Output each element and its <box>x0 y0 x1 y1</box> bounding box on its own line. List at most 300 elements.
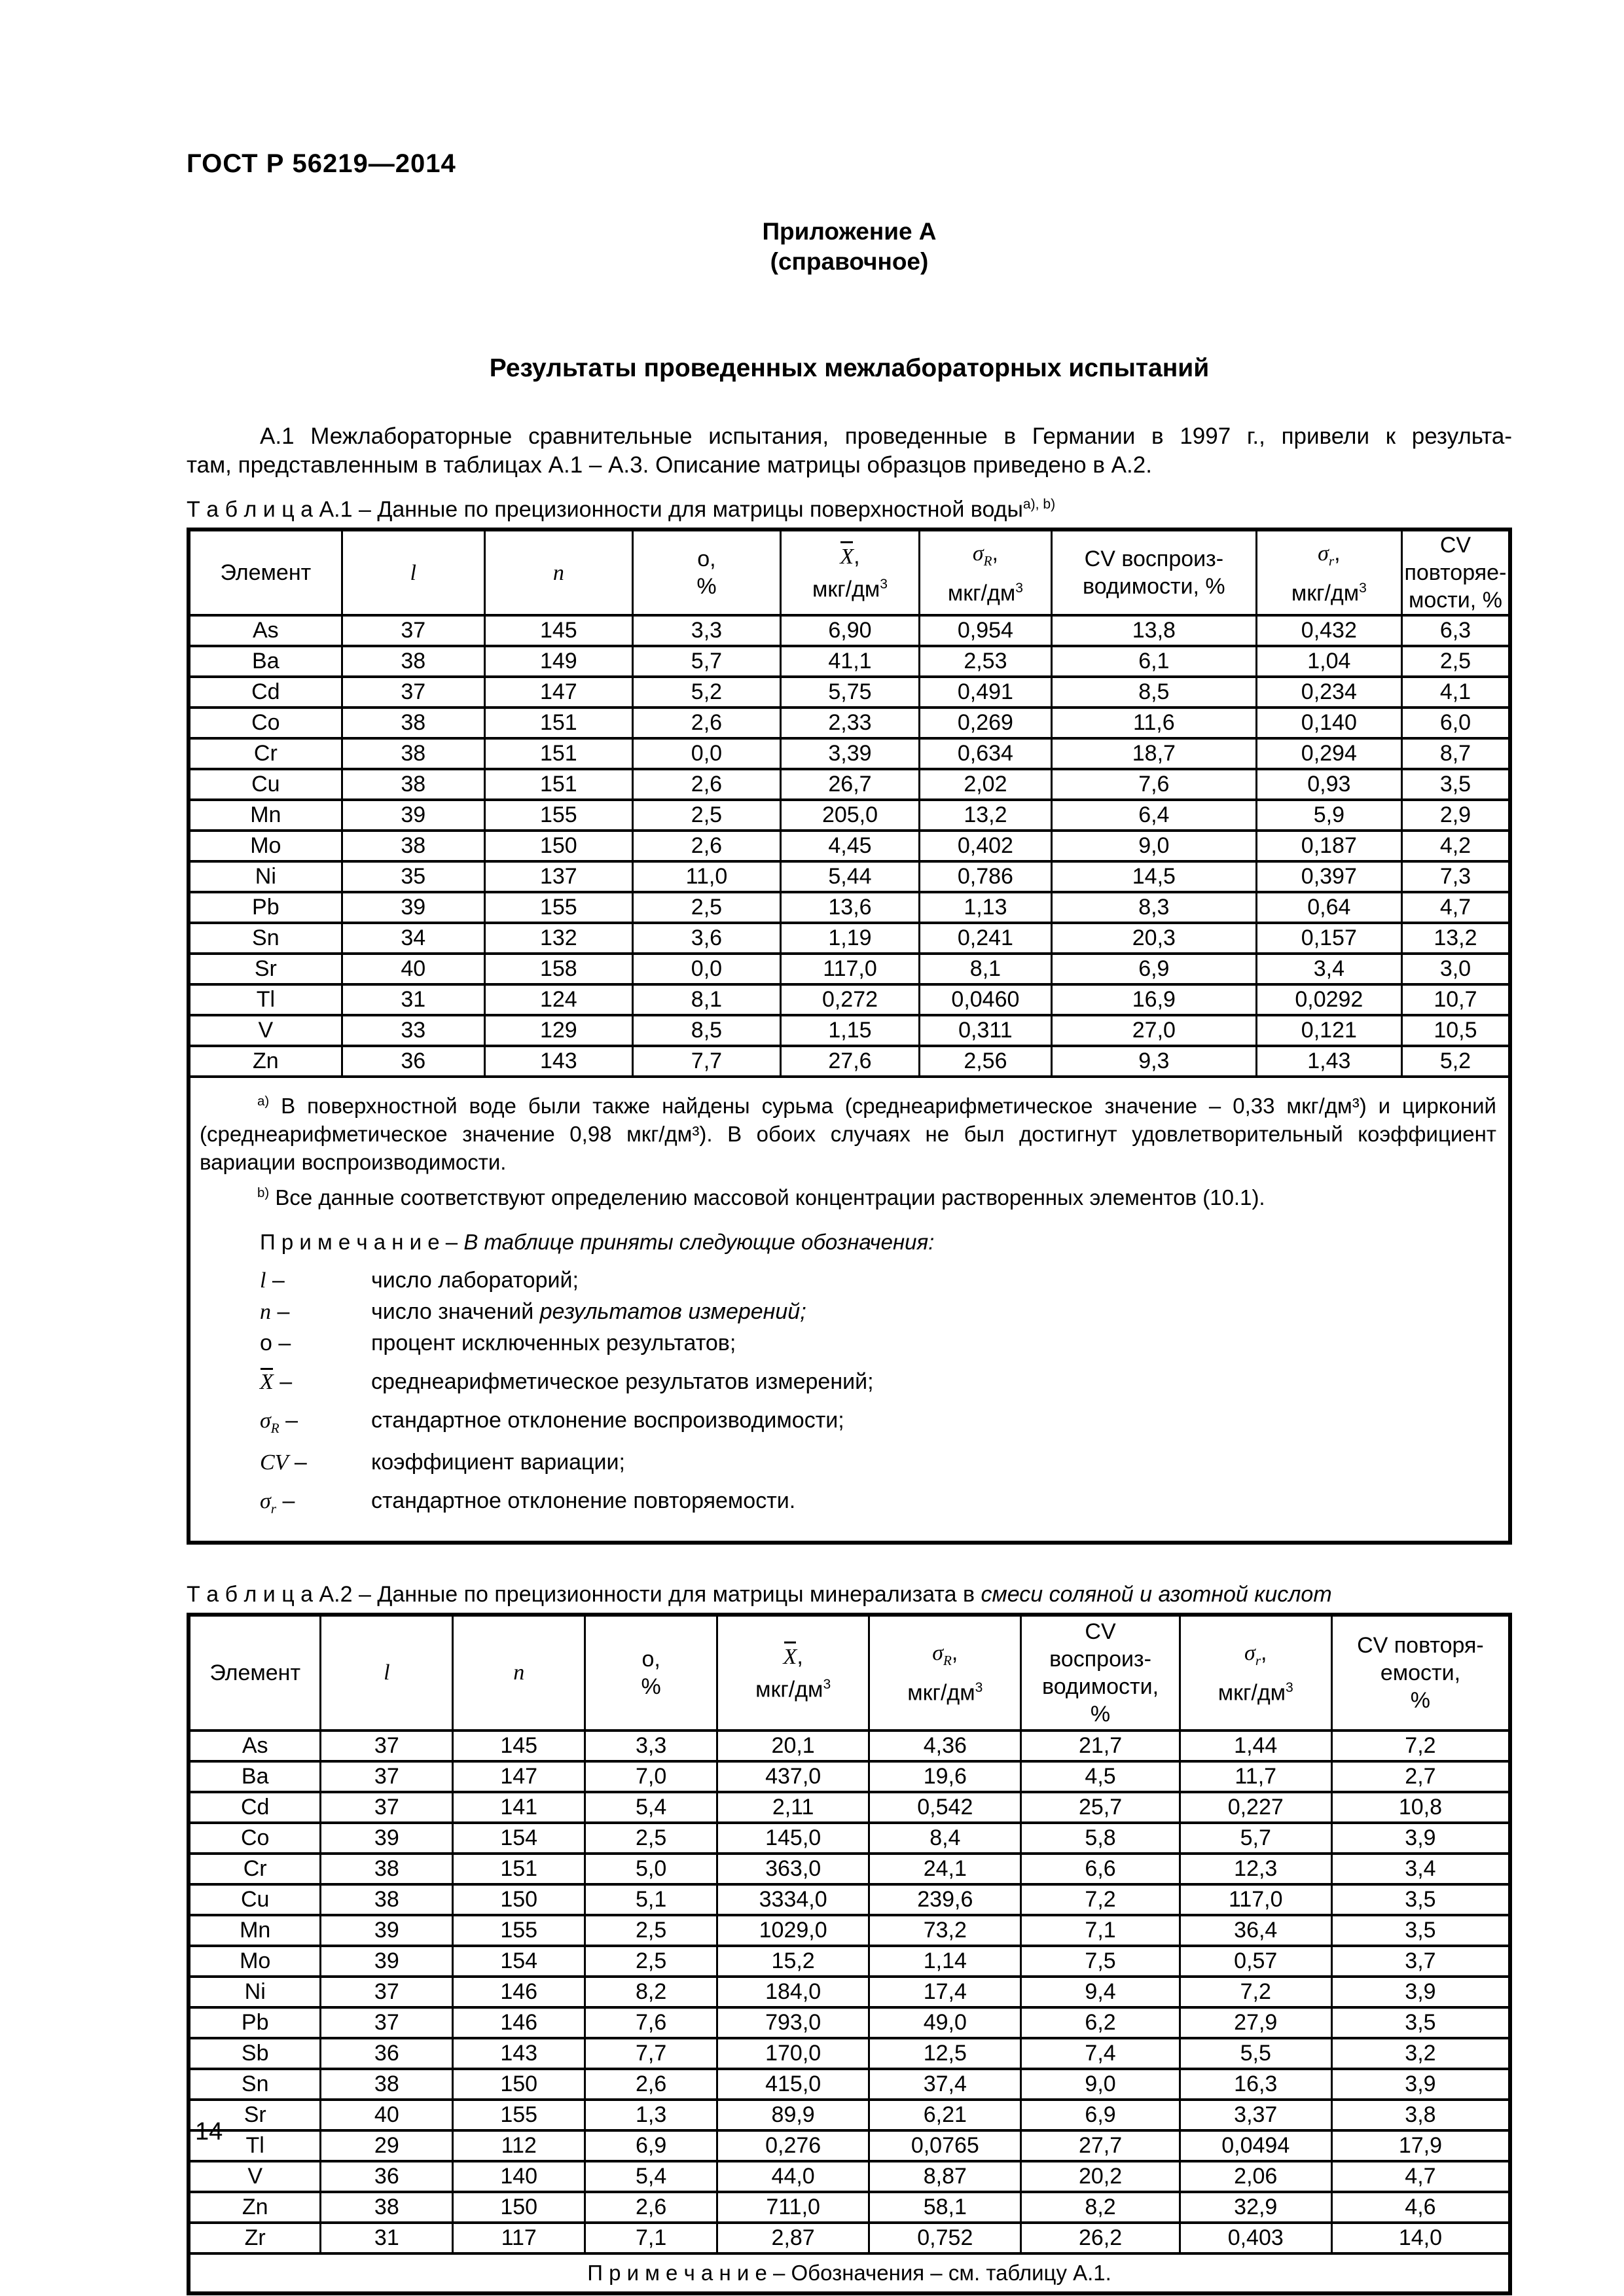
table-cell: 5,5 <box>1180 2038 1331 2069</box>
table-cell: 154 <box>453 1946 585 1977</box>
table-cell: 5,2 <box>632 677 780 708</box>
table-cell: 3,4 <box>1256 954 1401 984</box>
table-cell: 27,7 <box>1021 2130 1180 2161</box>
table-cell: 0,227 <box>1180 1792 1331 1823</box>
table-cell: 3,39 <box>781 738 920 769</box>
legend-symbol-sigma-R: $\sigma_R$ – <box>260 1408 298 1437</box>
table-cell: 3,7 <box>1331 1946 1510 1977</box>
table-cell: 20,3 <box>1051 923 1256 954</box>
table-cell: 6,1 <box>1051 646 1256 677</box>
table-cell: 8,3 <box>1051 892 1256 923</box>
table-cell: 3,5 <box>1401 769 1510 800</box>
table-cell: 21,7 <box>1021 1731 1180 1761</box>
table-cell: 2,5 <box>585 1915 717 1946</box>
table-cell: 129 <box>484 1015 632 1046</box>
table-cell: 140 <box>453 2161 585 2192</box>
doc-code: ГОСТ Р 56219—2014 <box>187 149 456 178</box>
table-cell: 14,0 <box>1331 2223 1510 2253</box>
table-cell: 33 <box>342 1015 484 1046</box>
intro-line-1: А.1 Межлабораторные сравнительные испытания, проведенные в Германии в 1997 г., привели к результа- <box>260 423 1512 449</box>
table-cell: 3,5 <box>1331 1915 1510 1946</box>
table-cell: 38 <box>321 1854 453 1884</box>
table-cell: 0,276 <box>717 2130 869 2161</box>
table-cell: 124 <box>484 984 632 1015</box>
table-cell: 8,7 <box>1401 738 1510 769</box>
table-cell: 3,5 <box>1331 1884 1510 1915</box>
table-cell: 3,9 <box>1331 1977 1510 2007</box>
col-header-element: Элемент <box>189 529 342 615</box>
col-header-cv-repeatability: CV повторя- емости, % <box>1331 1615 1510 1731</box>
table-cell: 147 <box>453 1761 585 1792</box>
table-cell: 0,57 <box>1180 1946 1331 1977</box>
table-cell: 37 <box>321 1731 453 1761</box>
table-cell: 40 <box>342 954 484 984</box>
table-cell: 5,4 <box>585 2161 717 2192</box>
table-cell: 6,9 <box>1021 2100 1180 2130</box>
table-cell: 12,3 <box>1180 1854 1331 1884</box>
table-a1-body <box>189 615 1510 1077</box>
table-cell: 2,6 <box>585 2069 717 2100</box>
table-cell: 151 <box>484 708 632 738</box>
table-row <box>189 831 1510 861</box>
legend-symbol-n: n – <box>260 1299 290 1325</box>
table-cell: 6,90 <box>781 615 920 646</box>
table-cell: 41,1 <box>781 646 920 677</box>
legend-text-mean: среднеарифметическое результатов измерений; <box>371 1369 874 1395</box>
table-cell: Cr <box>189 738 342 769</box>
table-cell: 7,3 <box>1401 861 1510 892</box>
table-row <box>189 2192 1510 2223</box>
table-cell: 711,0 <box>717 2192 869 2223</box>
table-cell: Sn <box>189 923 342 954</box>
table-cell: 0,402 <box>919 831 1051 861</box>
table-cell: 155 <box>484 800 632 831</box>
col-header-cv-repeatability: CV повторяе- мости, % <box>1401 529 1510 615</box>
table-cell: 39 <box>321 1823 453 1854</box>
section-title: Результаты проведенных межлабораторных испытаний <box>489 354 1210 382</box>
table-cell: 7,6 <box>585 2007 717 2038</box>
table-cell: 2,02 <box>919 769 1051 800</box>
table-cell: 3,3 <box>585 1731 717 1761</box>
legend-item-l <box>260 1268 1496 1293</box>
table-row <box>189 615 1510 646</box>
table-cell: 143 <box>484 1046 632 1077</box>
table-cell: 17,9 <box>1331 2130 1510 2161</box>
table-cell: 2,33 <box>781 708 920 738</box>
table-cell: 29 <box>321 2130 453 2161</box>
table-cell: 13,6 <box>781 892 920 923</box>
table-cell: 38 <box>321 2192 453 2223</box>
table-cell: 19,6 <box>869 1761 1021 1792</box>
table-cell: 3,8 <box>1331 2100 1510 2130</box>
table-row <box>189 1946 1510 1977</box>
table-a1-caption: Т а б л и ц а А.1 – Данные по прецизионности для матрицы поверхностной воды$^{a), b)}$ <box>187 497 1056 522</box>
table-cell: 5,44 <box>781 861 920 892</box>
table-cell: 1029,0 <box>717 1915 869 1946</box>
appendix-title: Приложение А <box>762 218 937 245</box>
table-cell: 40 <box>321 2100 453 2130</box>
table-cell: 10,5 <box>1401 1015 1510 1046</box>
table-cell: 1,19 <box>781 923 920 954</box>
table-cell: 18,7 <box>1051 738 1256 769</box>
col-header-sigma-R: $\sigma_R$, мкг/$дм^3$ <box>919 529 1051 615</box>
table-cell: 39 <box>321 1946 453 1977</box>
table-cell: 8,5 <box>632 1015 780 1046</box>
table-cell: 5,9 <box>1256 800 1401 831</box>
table-cell: 155 <box>453 2100 585 2130</box>
col-header-cv-reproducibility: CV воспроиз- водимости, % <box>1021 1615 1180 1731</box>
table-cell: 73,2 <box>869 1915 1021 1946</box>
table-cell: 151 <box>484 769 632 800</box>
table-cell: 24,1 <box>869 1854 1021 1884</box>
table-cell: 35 <box>342 861 484 892</box>
table-cell: 141 <box>453 1792 585 1823</box>
table-cell: Ba <box>189 646 342 677</box>
table-cell: 37 <box>342 677 484 708</box>
table-cell: 4,5 <box>1021 1761 1180 1792</box>
table-row <box>189 2130 1510 2161</box>
table-cell: Zr <box>189 2223 321 2253</box>
table-cell: 150 <box>484 831 632 861</box>
col-header-excluded-percent: о, % <box>585 1615 717 1731</box>
table-cell: 89,9 <box>717 2100 869 2130</box>
table-cell: Sr <box>189 2100 321 2130</box>
legend-text-sigma-r: стандартное отклонение повторяемости. <box>371 1488 796 1514</box>
table-cell: Ni <box>189 861 342 892</box>
table-cell: 3,5 <box>1331 2007 1510 2038</box>
table-cell: 5,1 <box>585 1884 717 1915</box>
table-cell: 184,0 <box>717 1977 869 2007</box>
table-cell: 39 <box>321 1915 453 1946</box>
table-cell: 38 <box>342 738 484 769</box>
table-cell: 36,4 <box>1180 1915 1331 1946</box>
table-cell: 0,432 <box>1256 615 1401 646</box>
table-cell: 145 <box>453 1731 585 1761</box>
table-row <box>189 2069 1510 2100</box>
table-cell: 7,2 <box>1331 1731 1510 1761</box>
col-header-cv-reproducibility: CV воспроиз- водимости, % <box>1051 529 1256 615</box>
table-cell: 150 <box>453 1884 585 1915</box>
table-cell: 3,2 <box>1331 2038 1510 2069</box>
legend-symbol-l: l – <box>260 1268 285 1293</box>
table-cell: 13,2 <box>919 800 1051 831</box>
legend-item-sigma-R <box>260 1408 1496 1437</box>
table-row <box>189 2007 1510 2038</box>
table-row <box>189 800 1510 831</box>
table-cell: 1,3 <box>585 2100 717 2130</box>
table-cell: 4,45 <box>781 831 920 861</box>
table-cell: 145,0 <box>717 1823 869 1854</box>
table-cell: 7,7 <box>585 2038 717 2069</box>
col-header-mean: X, мкг/$дм^3$ <box>781 529 920 615</box>
table-cell: 5,8 <box>1021 1823 1180 1854</box>
table-cell: 117,0 <box>781 954 920 984</box>
legend-text-l: число лабораторий; <box>371 1268 579 1293</box>
table-row <box>189 2161 1510 2192</box>
table-cell: 9,3 <box>1051 1046 1256 1077</box>
table-cell: 143 <box>453 2038 585 2069</box>
table-cell: Sr <box>189 954 342 984</box>
table-cell: 38 <box>342 708 484 738</box>
table-cell: 7,1 <box>1021 1915 1180 1946</box>
table-cell: Cr <box>189 1854 321 1884</box>
table-cell: 2,7 <box>1331 1761 1510 1792</box>
table-cell: 8,5 <box>1051 677 1256 708</box>
table-cell: 0,157 <box>1256 923 1401 954</box>
table-cell: 7,6 <box>1051 769 1256 800</box>
table-cell: 7,7 <box>632 1046 780 1077</box>
table-cell: 8,2 <box>585 1977 717 2007</box>
table-cell: 170,0 <box>717 2038 869 2069</box>
table-cell: 13,2 <box>1401 923 1510 954</box>
table-row <box>189 1046 1510 1077</box>
table-cell: 4,7 <box>1331 2161 1510 2192</box>
table-a1-footnotes <box>189 1077 1510 1543</box>
table-cell: 7,5 <box>1021 1946 1180 1977</box>
col-header-sigma-R: $\sigma_R$, мкг/$дм^3$ <box>869 1615 1021 1731</box>
table-cell: 0,0292 <box>1256 984 1401 1015</box>
table-cell: 12,5 <box>869 2038 1021 2069</box>
table-cell: 2,9 <box>1401 800 1510 831</box>
table-row <box>189 677 1510 708</box>
table-cell: 0,121 <box>1256 1015 1401 1046</box>
table-cell: 6,21 <box>869 2100 1021 2130</box>
table-row <box>189 1884 1510 1915</box>
table-cell: Co <box>189 708 342 738</box>
table-cell: 4,6 <box>1331 2192 1510 2223</box>
table-cell: 36 <box>321 2161 453 2192</box>
col-header-mean: X, мкг/$дм^3$ <box>717 1615 869 1731</box>
table-cell: 151 <box>484 738 632 769</box>
col-header-sigma-r: $\sigma_r$, мкг/$дм^3$ <box>1180 1615 1331 1731</box>
table-cell: 0,294 <box>1256 738 1401 769</box>
table-cell: Mn <box>189 800 342 831</box>
table-cell: 10,8 <box>1331 1792 1510 1823</box>
table-a1-caption-footnote-marks: a), b) <box>1022 497 1056 512</box>
table-cell: 26,2 <box>1021 2223 1180 2253</box>
table-a2-caption-text-italic: смеси соляной и азотной кислот <box>981 1581 1332 1607</box>
legend-symbol-cv: CV – <box>260 1450 307 1475</box>
table-cell: Cu <box>189 1884 321 1915</box>
table-cell: 8,2 <box>1021 2192 1180 2223</box>
legend-item-cv <box>260 1450 1496 1475</box>
table-cell: 13,8 <box>1051 615 1256 646</box>
table-cell: 363,0 <box>717 1854 869 1884</box>
table-cell: 11,7 <box>1180 1761 1331 1792</box>
table-cell: 31 <box>342 984 484 1015</box>
table-cell: 10,7 <box>1401 984 1510 1015</box>
table-a2-body <box>189 1731 1510 2253</box>
table-row <box>189 1731 1510 1761</box>
table-cell: 0,234 <box>1256 677 1401 708</box>
col-header-excluded-percent: о, % <box>632 529 780 615</box>
table-cell: 0,0494 <box>1180 2130 1331 2161</box>
legend <box>260 1268 1496 1517</box>
table-cell: 0,491 <box>919 677 1051 708</box>
table-cell: 4,2 <box>1401 831 1510 861</box>
col-header-values-count: n <box>453 1615 585 1731</box>
table-row <box>189 2223 1510 2253</box>
table-cell: Mo <box>189 1946 321 1977</box>
table-cell: 58,1 <box>869 2192 1021 2223</box>
table-cell: Pb <box>189 2007 321 2038</box>
table-cell: 0,241 <box>919 923 1051 954</box>
table-cell: 44,0 <box>717 2161 869 2192</box>
table-cell: 1,04 <box>1256 646 1401 677</box>
table-row <box>189 954 1510 984</box>
legend-item-n <box>260 1299 1496 1325</box>
table-cell: 117 <box>453 2223 585 2253</box>
table-cell: 2,06 <box>1180 2161 1331 2192</box>
table-cell: 37 <box>321 2007 453 2038</box>
table-cell: 36 <box>342 1046 484 1077</box>
table-cell: 17,4 <box>869 1977 1021 2007</box>
table-cell: 147 <box>484 677 632 708</box>
table-cell: 415,0 <box>717 2069 869 2100</box>
table-row <box>189 923 1510 954</box>
table-cell: 7,0 <box>585 1761 717 1792</box>
table-cell: 38 <box>342 646 484 677</box>
table-cell: 34 <box>342 923 484 954</box>
table-cell: 0,93 <box>1256 769 1401 800</box>
table-cell: 5,75 <box>781 677 920 708</box>
table-cell: Pb <box>189 892 342 923</box>
table-cell: 0,0 <box>632 954 780 984</box>
table-cell: 8,1 <box>919 954 1051 984</box>
table-a2-caption-text: Данные по прецизионности для матрицы минерализата в <box>377 1581 981 1607</box>
footnote-b: $^{b)}$ Все данные соответствуют определению массовой концентрации растворенных элементов (10.1). <box>257 1185 1265 1210</box>
table-cell: 1,44 <box>1180 1731 1331 1761</box>
table-cell: 2,87 <box>717 2223 869 2253</box>
table-cell: 0,311 <box>919 1015 1051 1046</box>
table-cell: 2,6 <box>632 831 780 861</box>
table-cell: Cd <box>189 677 342 708</box>
table-cell: 0,269 <box>919 708 1051 738</box>
appendix-header <box>187 217 1512 277</box>
table-cell: 1,43 <box>1256 1046 1401 1077</box>
table-cell: 14,5 <box>1051 861 1256 892</box>
table-cell: 0,0 <box>632 738 780 769</box>
table-row <box>189 984 1510 1015</box>
table-cell: 16,3 <box>1180 2069 1331 2100</box>
intro-paragraph <box>187 422 1512 480</box>
table-cell: 132 <box>484 923 632 954</box>
table-cell: 6,2 <box>1021 2007 1180 2038</box>
table-row <box>189 1915 1510 1946</box>
footnote-a: $^{a)}$ В поверхностной воде были также найдены сурьма (среднеарифметическое значение – 0,33 мкг/дм³) и цирконий (среднеарифметическое значение 0,98 мкг/дм³). В обоих случаях не был достигнут удовлетворительный коэффициент вариации воспроизводимости. <box>200 1094 1496 1175</box>
table-cell: 3,9 <box>1331 1823 1510 1854</box>
table-cell: 15,2 <box>717 1946 869 1977</box>
table-cell: 117,0 <box>1180 1884 1331 1915</box>
table-cell: 1,14 <box>869 1946 1021 1977</box>
legend-symbol-o: о – <box>260 1331 291 1356</box>
table-cell: 6,6 <box>1021 1854 1180 1884</box>
table-cell: 3,3 <box>632 615 780 646</box>
legend-symbol-mean: X – <box>260 1369 293 1395</box>
legend-item-o <box>260 1331 1496 1356</box>
table-cell: 2,6 <box>632 769 780 800</box>
table-cell: 5,0 <box>585 1854 717 1884</box>
table-cell: Tl <box>189 2130 321 2161</box>
table-cell: 38 <box>342 769 484 800</box>
table-cell: 3,4 <box>1331 1854 1510 1884</box>
table-cell: 11,6 <box>1051 708 1256 738</box>
col-header-labs-count: l <box>321 1615 453 1731</box>
table-cell: Co <box>189 1823 321 1854</box>
table-cell: 2,11 <box>717 1792 869 1823</box>
table-cell: 26,7 <box>781 769 920 800</box>
table-cell: 11,0 <box>632 861 780 892</box>
table-cell: 7,1 <box>585 2223 717 2253</box>
table-cell: 793,0 <box>717 2007 869 2038</box>
table-cell: 37 <box>321 1977 453 2007</box>
table-a2-header <box>189 1615 1510 1731</box>
table-cell: Zn <box>189 1046 342 1077</box>
table-a1-note: П р и м е ч а н и е – В таблице приняты следующие обозначения: <box>260 1230 935 1255</box>
table-cell: 0,786 <box>919 861 1051 892</box>
table-cell: 3,6 <box>632 923 780 954</box>
table-cell: 38 <box>321 2069 453 2100</box>
table-cell: 2,6 <box>585 2192 717 2223</box>
table-cell: 0,0765 <box>869 2130 1021 2161</box>
table-cell: 32,9 <box>1180 2192 1331 2223</box>
table-row <box>189 861 1510 892</box>
table-cell: 155 <box>484 892 632 923</box>
table-cell: 7,2 <box>1180 1977 1331 2007</box>
table-cell: 5,4 <box>585 1792 717 1823</box>
table-row <box>189 2100 1510 2130</box>
table-cell: 39 <box>342 892 484 923</box>
table-a1-caption-text: Данные по прецизионности для матрицы поверхностной воды <box>377 497 1023 522</box>
table-cell: Ni <box>189 1977 321 2007</box>
table-a2 <box>187 1613 1512 2295</box>
table-cell: 155 <box>453 1915 585 1946</box>
table-cell: 2,5 <box>632 892 780 923</box>
legend-item-sigma-r <box>260 1488 1496 1517</box>
table-cell: 0,634 <box>919 738 1051 769</box>
col-header-values-count: n <box>484 529 632 615</box>
table-cell: 0,403 <box>1180 2223 1331 2253</box>
table-cell: 8,87 <box>869 2161 1021 2192</box>
table-cell: Sn <box>189 2069 321 2100</box>
table-cell: 27,0 <box>1051 1015 1256 1046</box>
table-cell: 7,4 <box>1021 2038 1180 2069</box>
table-a1 <box>187 528 1512 1545</box>
appendix-subtitle: (справочное) <box>770 248 929 275</box>
table-cell: 27,6 <box>781 1046 920 1077</box>
table-cell: 3,0 <box>1401 954 1510 984</box>
table-cell: 2,5 <box>1401 646 1510 677</box>
table-cell: 1,15 <box>781 1015 920 1046</box>
table-cell: 9,0 <box>1021 2069 1180 2100</box>
table-cell: 158 <box>484 954 632 984</box>
table-row <box>189 1761 1510 1792</box>
table-cell: 0,954 <box>919 615 1051 646</box>
table-a2-caption: Т а б л и ц а А.2 – Данные по прецизионности для матрицы минерализата в смеси соляной и азотной кислот <box>187 1581 1332 1607</box>
table-cell: 150 <box>453 2069 585 2100</box>
table-row <box>189 1977 1510 2007</box>
table-cell: 6,0 <box>1401 708 1510 738</box>
table-cell: 7,2 <box>1021 1884 1180 1915</box>
table-row <box>189 1854 1510 1884</box>
table-cell: 4,1 <box>1401 677 1510 708</box>
table-cell: 39 <box>342 800 484 831</box>
intro-line-2: там, представленным в таблицах А.1 – А.3. Описание матрицы образцов приведено в А.2. <box>187 452 1152 478</box>
table-cell: 0,542 <box>869 1792 1021 1823</box>
table-cell: Cu <box>189 769 342 800</box>
table-cell: 8,1 <box>632 984 780 1015</box>
table-cell: 1,13 <box>919 892 1051 923</box>
